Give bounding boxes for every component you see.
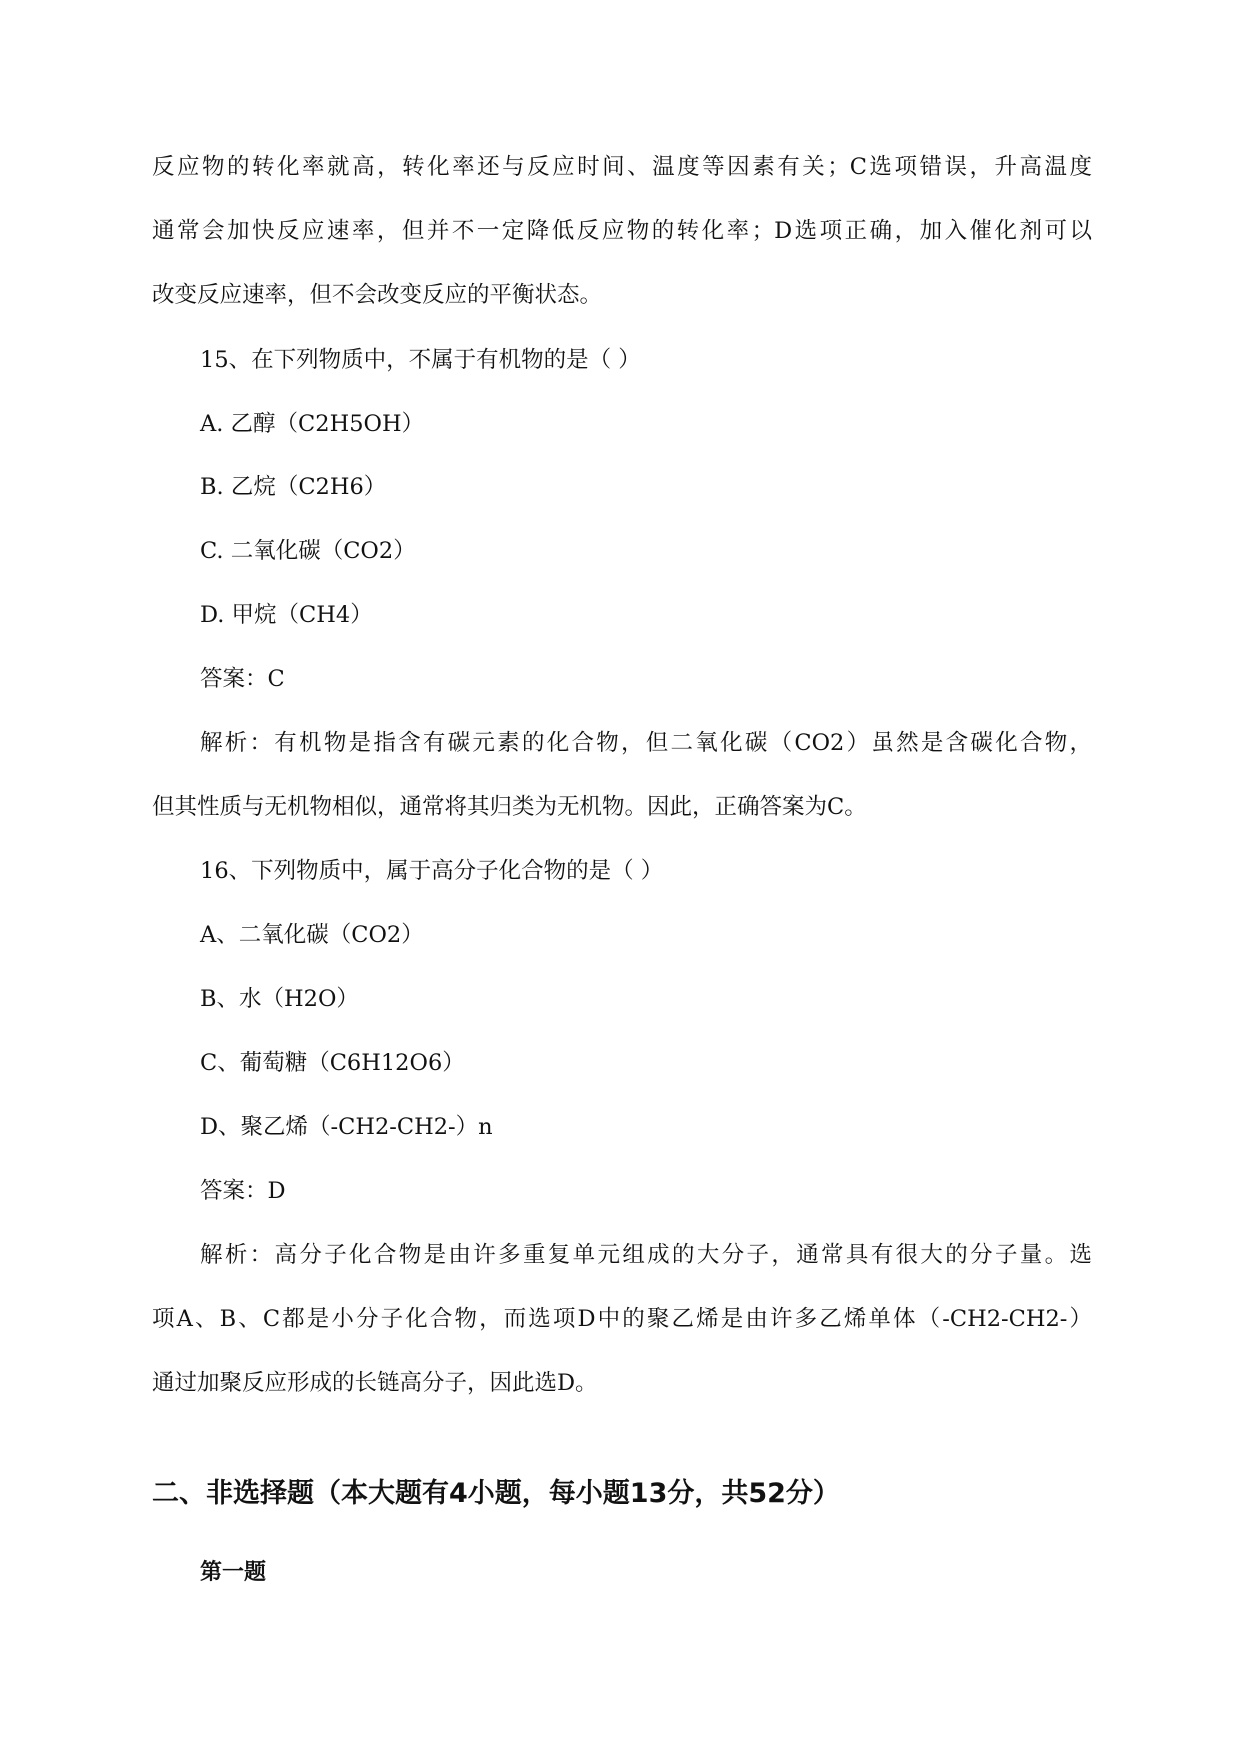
intro-explanation-line-2: 通常会加快反应速率，但并不一定降低反应物的转化率；D选项正确，加入催化剂可以 [152, 218, 1092, 244]
q15-option-b: B. 乙烷（C2H6） [200, 474, 387, 500]
q15-option-a: A. 乙醇（C2H5OH） [200, 411, 425, 437]
q16-option-d: D、聚乙烯（-CH2-CH2-）n [200, 1114, 493, 1140]
q16-stem: 16、下列物质中，属于高分子化合物的是（ ） [200, 858, 664, 884]
section-title: 二、非选择题（本大题有4小题，每小题13分，共52分） [152, 1478, 840, 1509]
q16-option-c: C、葡萄糖（C6H12O6） [200, 1050, 465, 1076]
q16-explanation-line-3: 通过加聚反应形成的长链高分子，因此选D。 [152, 1370, 598, 1396]
intro-explanation-line-3: 改变反应速率，但不会改变反应的平衡状态。 [152, 282, 603, 308]
q16-option-a: A、二氧化碳（CO2） [200, 922, 424, 948]
q15-answer: 答案：C [200, 666, 285, 692]
q16-answer: 答案：D [200, 1178, 286, 1204]
q15-explanation-line-2: 但其性质与无机物相似，通常将其归类为无机物。因此，正确答案为C。 [152, 794, 867, 820]
q16-option-b: B、水（H2O） [200, 986, 359, 1012]
question-heading: 第一题 [200, 1560, 267, 1585]
q16-explanation-line-1: 解析：高分子化合物是由许多重复单元组成的大分子，通常具有很大的分子量。选 [200, 1242, 1092, 1268]
intro-explanation-line-1: 反应物的转化率就高，转化率还与反应时间、温度等因素有关；C选项错误，升高温度 [152, 154, 1092, 180]
q15-stem: 15、在下列物质中，不属于有机物的是（ ） [200, 347, 641, 373]
q16-explanation-line-2: 项A、B、C都是小分子化合物，而选项D中的聚乙烯是由许多乙烯单体（-CH2-CH2-） [152, 1306, 1092, 1332]
q15-option-c: C. 二氧化碳（CO2） [200, 538, 416, 564]
q15-explanation-line-1: 解析：有机物是指含有碳元素的化合物，但二氧化碳（CO2）虽然是含碳化合物， [200, 730, 1092, 756]
q15-option-d: D. 甲烷（CH4） [200, 602, 373, 628]
